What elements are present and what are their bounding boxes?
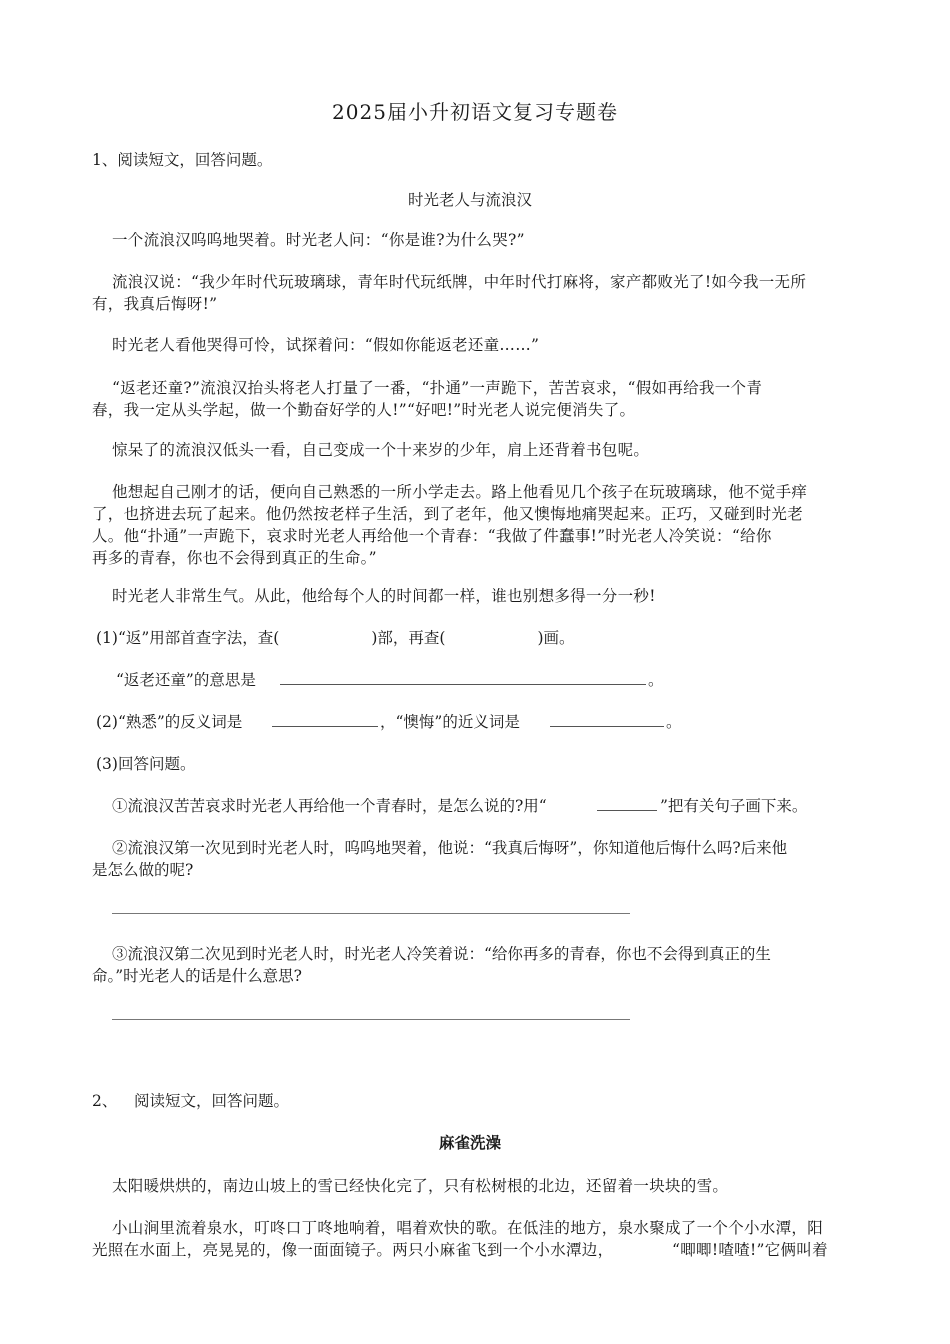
paragraph-line: 一个流浪汉呜呜地哭着。时光老人问：“你是谁?为什么哭?” <box>112 231 525 249</box>
question-2-heading: 阅读短文，回答问题。 <box>134 1092 290 1110</box>
sub-question-1a <box>96 626 575 648</box>
paragraph-line: 有，我真后悔呀!” <box>92 295 218 313</box>
paragraph-line: 流浪汉说：“我少年时代玩玻璃球，青年时代玩纸牌，中年时代打麻将，家产都败光了!如今我一无所 <box>112 273 807 291</box>
answer-line-meaning[interactable] <box>280 684 646 685</box>
question-text: 。 <box>666 713 682 731</box>
paragraph-line: 了，也挤进去玩了起来。他仍然按老样子生活，到了老年，他又懊悔地痛哭起来。正巧，又碰到时光老 <box>92 505 804 523</box>
sub-question-3-ii: ②流浪汉第一次见到时光老人时，呜呜地哭着，他说：“我真后悔呀”，你知道他后悔什么吗?后来他 <box>112 839 788 857</box>
page-title: 2025届小升初语文复习专题卷 <box>332 100 618 124</box>
paragraph-line: 人。他“扑通”一声跪下，哀求时光老人再给他一个青春：“我做了件蠢事!”时光老人冷笑说：“给你 <box>92 527 772 545</box>
paragraph-line: 太阳暖烘烘的，南边山坡上的雪已经快化完了，只有松树根的北边，还留着一块块的雪。 <box>112 1177 729 1195</box>
paragraph-line: 惊呆了的流浪汉低头一看，自己变成一个十来岁的少年，肩上还背着书包呢。 <box>112 441 650 459</box>
paragraph-line: “返老还童?”流浪汉抬头将老人打量了一番，“扑通”一声跪下，苦苦哀求，“假如再给我一个青 <box>112 379 763 397</box>
question-2-number: 2、 <box>92 1092 118 1110</box>
question-text: 是怎么做的呢? <box>92 861 194 879</box>
sub-question-2: (2)“熟悉”的反义词是 <box>96 713 243 731</box>
paragraph-line: 再多的青春，你也不会得到真正的生命。” <box>92 549 377 567</box>
paragraph-line: 时光老人非常生气。从此，他给每个人的时间都一样，谁也别想多得一分一秒! <box>112 587 656 605</box>
answer-line-antonym[interactable] <box>272 726 378 727</box>
paragraph-line: 春，我一定从头学起，做一个勤奋好学的人!”“好吧!”时光老人说完便消失了。 <box>92 401 636 419</box>
question-text: ，“懊悔”的近义词是 <box>380 713 520 731</box>
answer-line-3-ii[interactable] <box>112 913 630 914</box>
paragraph-line: 时光老人看他哭得可怜，试探着问：“假如你能返老还童……” <box>112 336 540 354</box>
sub-question-3-iii: ③流浪汉第二次见到时光老人时，时光老人冷笑着说：“给你再多的青春，你也不会得到真正的生 <box>112 945 771 963</box>
question-text: 。 <box>648 671 664 689</box>
paragraph-line: 他想起自己刚才的话，便向自己熟悉的一所小学走去。路上他看见几个孩子在玩玻璃球，他不觉手痒 <box>112 483 808 501</box>
paragraph-line: 小山涧里流着泉水，叮咚口丁咚地响着，唱着欢快的歌。在低洼的地方，泉水聚成了一个个小水潭，阳 <box>112 1219 824 1237</box>
question-text: ”把有关句子画下来。 <box>660 797 808 815</box>
paragraph-line: “唧唧!喳喳!”它俩叫着 <box>672 1241 828 1259</box>
answer-line-synonym[interactable] <box>550 726 664 727</box>
story-title-2: 麻雀洗澡 <box>438 1134 501 1152</box>
sub-question-3-i: ①流浪汉苦苦哀求时光老人再给他一个青春时，是怎么说的?用“ <box>112 797 547 815</box>
question-text: 命。”时光老人的话是什么意思? <box>92 967 302 985</box>
sub-question-1b: “返老还童”的意思是 <box>116 671 256 689</box>
question-text: )部，再查( <box>371 629 446 647</box>
paragraph-line: 光照在水面上，亮晃晃的，像一面面镜子。两只小麻雀飞到一个小水潭边， <box>92 1241 614 1259</box>
underline-marker-sample <box>597 810 657 811</box>
question-text: (1)“返”用部首查字法，查( <box>96 629 280 647</box>
sub-question-3: (3)回答问题。 <box>96 755 196 773</box>
question-1-heading: 1、阅读短文，回答问题。 <box>92 151 273 169</box>
answer-line-3-iii[interactable] <box>112 1019 630 1020</box>
story-title-1: 时光老人与流浪汉 <box>407 191 532 209</box>
question-text: )画。 <box>537 629 575 647</box>
